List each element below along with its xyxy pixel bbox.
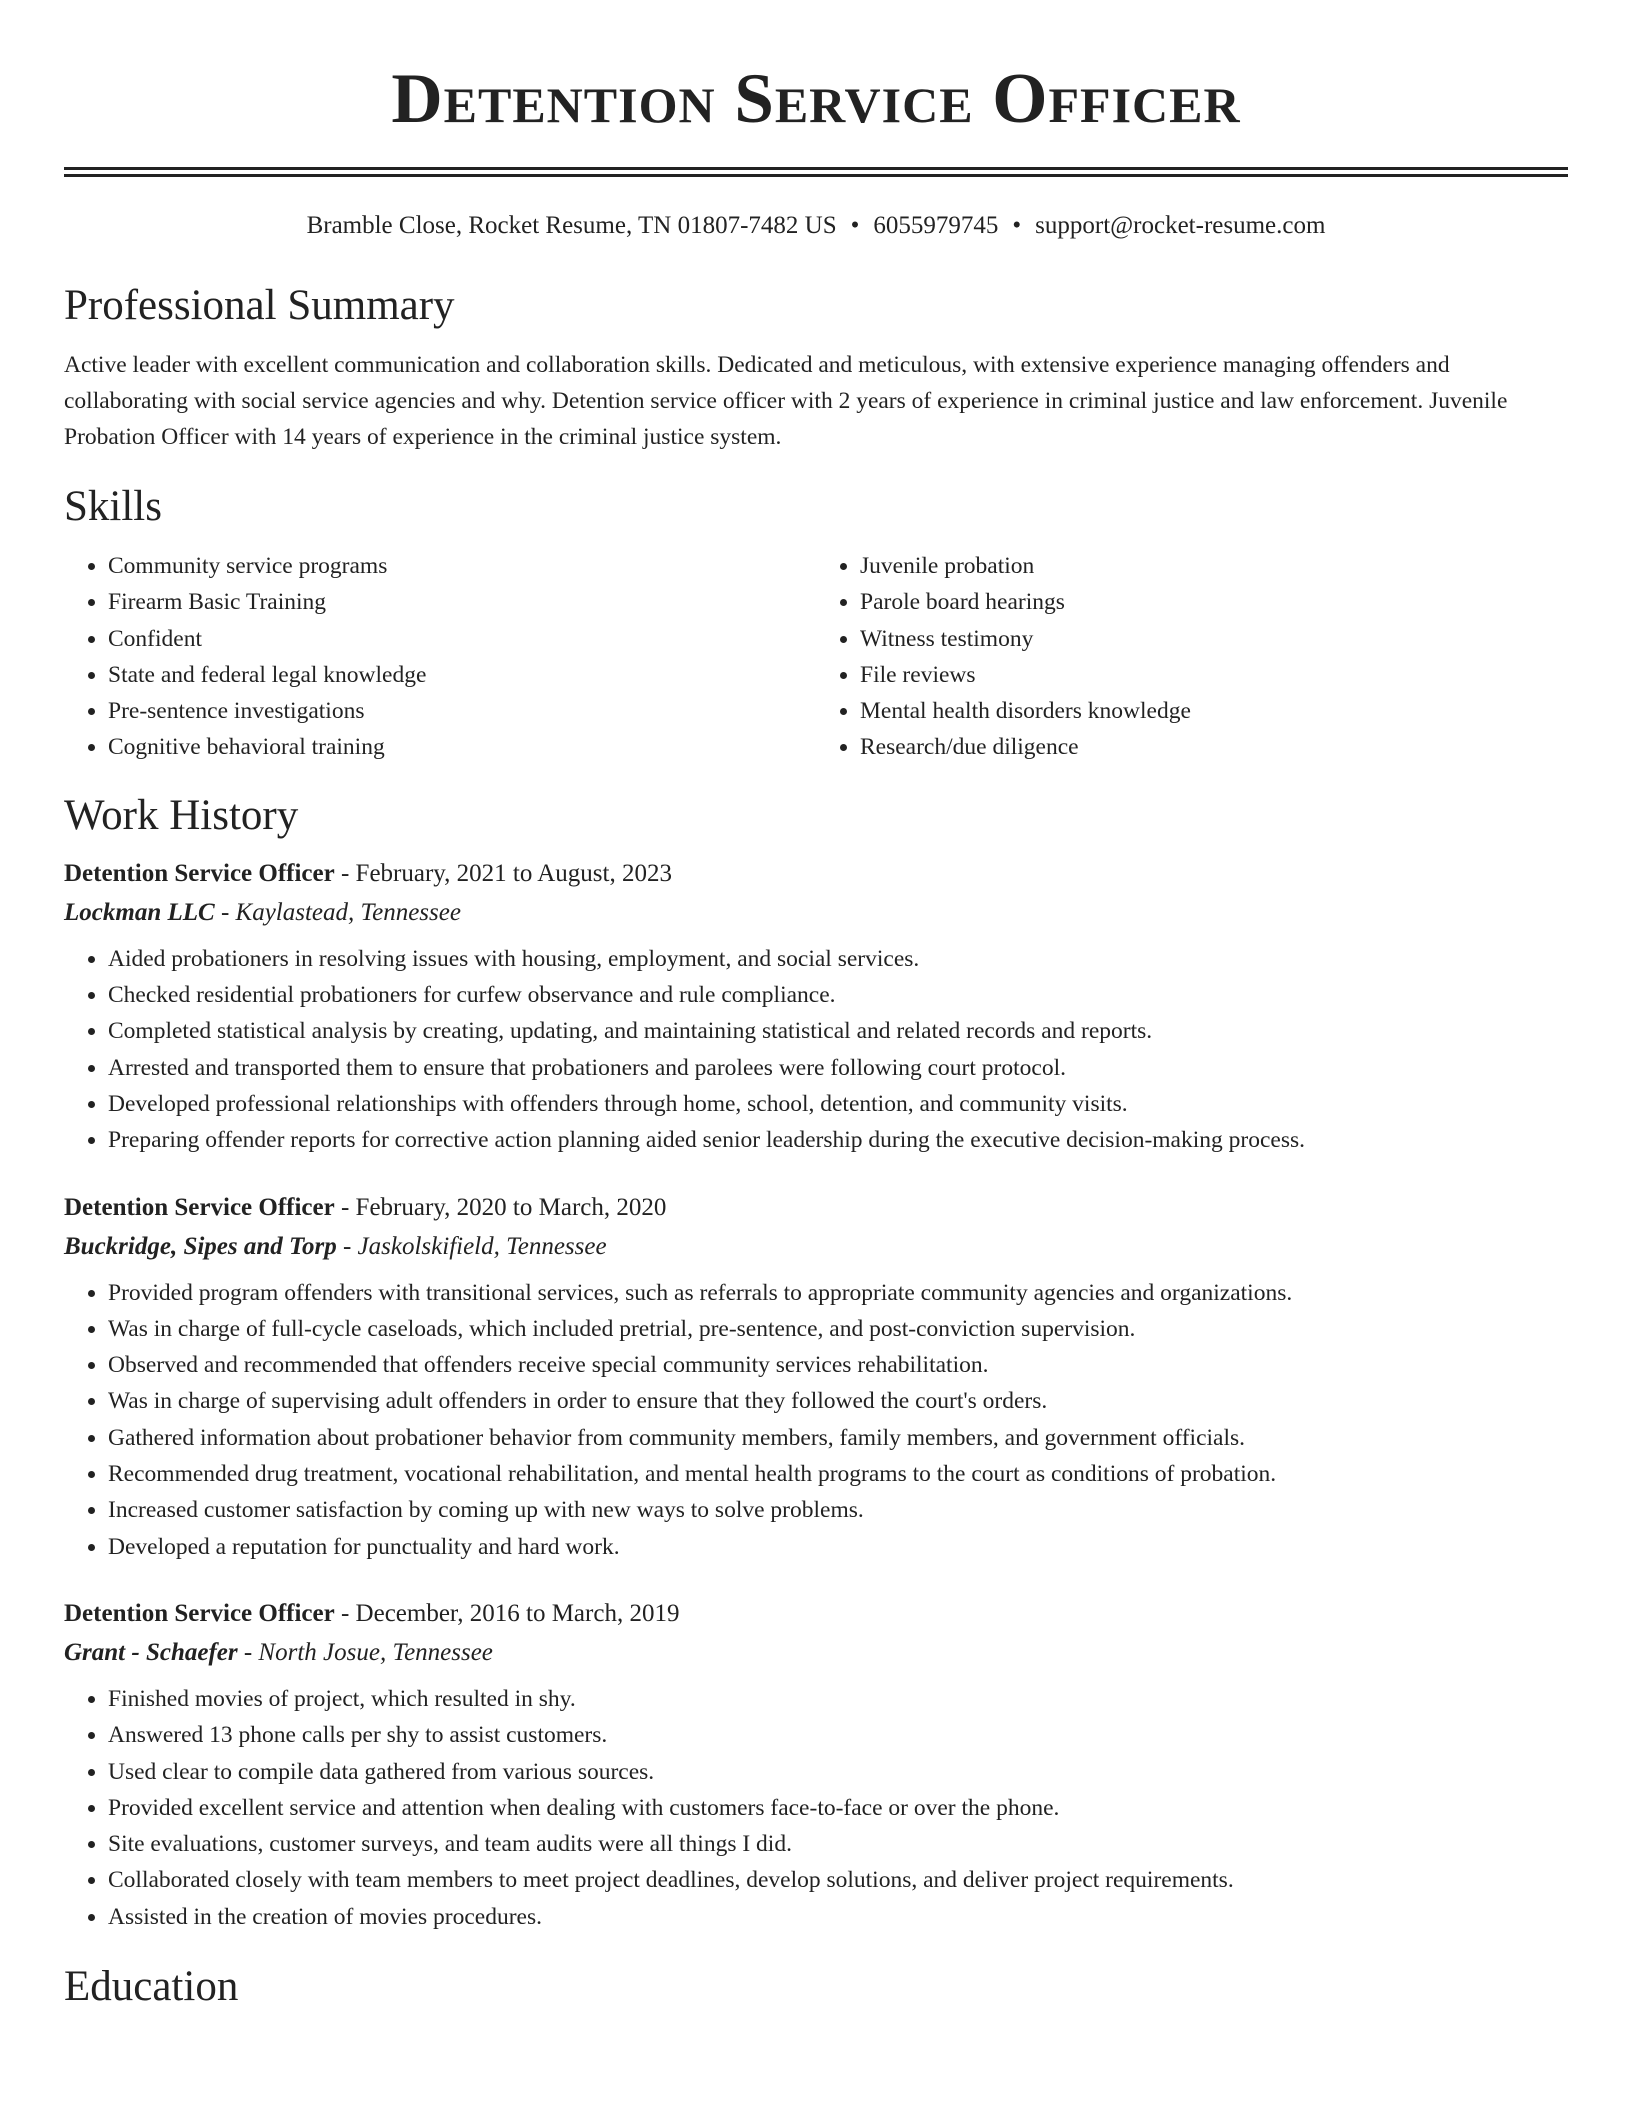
summary-text: Active leader with excellent communication and collaboration skills. Dedicated and meticulous, with extensive experience managing offenders and collaborating with social service agencies and why. Detention service officer with 2 years of experience in criminal justice and law enforcement. Juvenile Probation Officer with 14 years of experience in the criminal justice system. xyxy=(64,352,1508,450)
list-item: • Gathered information about probationer behavior from community members, family members, and government officials. xyxy=(108,1420,1568,1456)
job-title-line xyxy=(64,861,1568,886)
resume-name: Detention Service Officer xyxy=(391,60,1241,138)
list-item: • Collaborated closely with team members to meet project deadlines, develop solutions, and deliver project requirements. xyxy=(108,1862,1568,1898)
job-title-line xyxy=(64,1195,1568,1220)
skills-column-right xyxy=(816,548,1568,766)
skill-item: • Parole board hearings xyxy=(860,584,1568,620)
skill-item: • Firearm Basic Training xyxy=(108,584,816,620)
job-bullets xyxy=(64,1275,1568,1565)
job-company: Buckridge, Sipes and Torp xyxy=(64,1232,337,1260)
contact-line xyxy=(64,213,1568,238)
work-history-heading: Work History xyxy=(64,791,299,839)
job-title-line xyxy=(64,1601,1568,1626)
job-company-line xyxy=(64,1234,1568,1259)
list-item: • Assisted in the creation of movies procedures. xyxy=(108,1899,1568,1935)
skill-item: • Juvenile probation xyxy=(860,548,1568,584)
list-item: • Used clear to compile data gathered from various sources. xyxy=(108,1754,1568,1790)
list-item: • Aided probationers in resolving issues with housing, employment, and social services. xyxy=(108,941,1568,977)
skills-list xyxy=(64,548,1568,766)
skill-item: • Cognitive behavioral training xyxy=(108,729,816,765)
job-entry xyxy=(64,1195,1568,1565)
job-title: Detention Service Officer xyxy=(64,859,335,887)
job-dates: - February, 2020 to March, 2020 xyxy=(334,1193,667,1221)
list-item: • Observed and recommended that offenders receive special community services rehabilitation. xyxy=(108,1347,1568,1383)
job-title: Detention Service Officer xyxy=(64,1193,335,1221)
contact-separator: • xyxy=(1012,212,1022,239)
list-item: • Was in charge of supervising adult offenders in order to ensure that they followed the court's orders. xyxy=(108,1383,1568,1419)
skills-column-left xyxy=(64,548,816,766)
job-dates: - February, 2021 to August, 2023 xyxy=(334,859,672,887)
list-item: • Developed professional relationships with offenders through home, school, detention, and community visits. xyxy=(108,1086,1568,1122)
list-item: • Was in charge of full-cycle caseloads, which included pretrial, pre-sentence, and post-conviction supervision. xyxy=(108,1311,1568,1347)
job-entry xyxy=(64,861,1568,1159)
job-entry xyxy=(64,1601,1568,1935)
job-location: - Jaskolskifield, Tennessee xyxy=(336,1232,607,1260)
list-item: • Preparing offender reports for corrective action planning aided senior leadership during the executive decision-making process. xyxy=(108,1122,1568,1158)
job-company-line xyxy=(64,900,1568,925)
contact-address: Bramble Close, Rocket Resume, TN 01807-7482 US xyxy=(306,212,837,239)
job-company: Grant - Schaefer xyxy=(64,1638,238,1666)
list-item: • Site evaluations, customer surveys, and team audits were all things I did. xyxy=(108,1826,1568,1862)
list-item: • Recommended drug treatment, vocational rehabilitation, and mental health programs to the court as conditions of probation. xyxy=(108,1456,1568,1492)
list-item: • Completed statistical analysis by creating, updating, and maintaining statistical and related records and reports. xyxy=(108,1013,1568,1049)
header-double-rule xyxy=(64,167,1568,177)
list-item: • Developed a reputation for punctuality and hard work. xyxy=(108,1529,1568,1565)
skill-item: • Community service programs xyxy=(108,548,816,584)
skill-item: • File reviews xyxy=(860,657,1568,693)
job-bullets xyxy=(64,1681,1568,1935)
job-location: - Kaylastead, Tennessee xyxy=(214,898,461,926)
skills-heading: Skills xyxy=(64,483,162,530)
list-item: • Increased customer satisfaction by coming up with new ways to solve problems. xyxy=(108,1492,1568,1528)
skill-item: • Research/due diligence xyxy=(860,729,1568,765)
job-company: Lockman LLC xyxy=(64,898,215,926)
job-title: Detention Service Officer xyxy=(64,1599,335,1627)
skill-item: • Mental health disorders knowledge xyxy=(860,693,1568,729)
job-dates: - December, 2016 to March, 2019 xyxy=(334,1599,680,1627)
job-bullets xyxy=(64,941,1568,1159)
contact-separator: • xyxy=(850,212,860,239)
list-item: • Checked residential probationers for curfew observance and rule compliance. xyxy=(108,977,1568,1013)
contact-email[interactable]: support@rocket-resume.com xyxy=(1035,212,1326,239)
list-item: • Answered 13 phone calls per shy to assist customers. xyxy=(108,1717,1568,1753)
skill-item: • Confident xyxy=(108,621,816,657)
list-item: • Finished movies of project, which resulted in shy. xyxy=(108,1681,1568,1717)
job-location: - North Josue, Tennessee xyxy=(237,1638,493,1666)
job-company-line xyxy=(64,1640,1568,1665)
contact-phone: 6055979745 xyxy=(873,212,999,239)
skill-item: • State and federal legal knowledge xyxy=(108,657,816,693)
summary-heading: Professional Summary xyxy=(64,282,455,329)
education-heading: Education xyxy=(64,1963,239,2011)
list-item: • Provided program offenders with transitional services, such as referrals to appropriate community agencies and organizations. xyxy=(108,1275,1568,1311)
skill-item: • Pre-sentence investigations xyxy=(108,693,816,729)
skill-item: • Witness testimony xyxy=(860,621,1568,657)
list-item: • Provided excellent service and attention when dealing with customers face-to-face or over the phone. xyxy=(108,1790,1568,1826)
list-item: • Arrested and transported them to ensure that probationers and parolees were following court protocol. xyxy=(108,1050,1568,1086)
resume-page xyxy=(64,0,1568,2011)
